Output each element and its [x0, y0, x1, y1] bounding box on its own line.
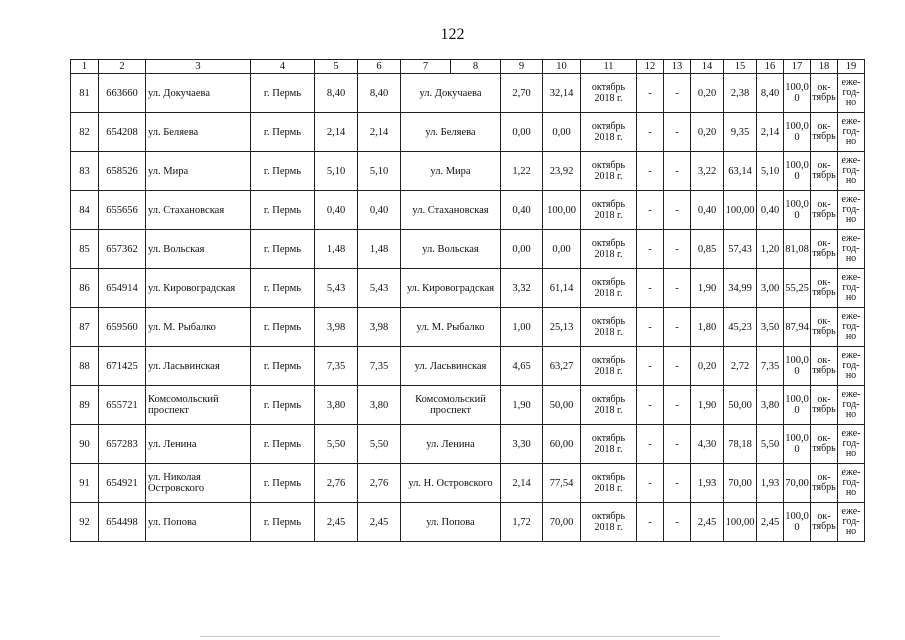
city-cell: г. Пермь [251, 113, 315, 152]
value-cell: 2,14 [358, 113, 401, 152]
dash-cell: - [637, 425, 664, 464]
month-cell: ок- тябрь [811, 386, 838, 425]
value-cell: 2,76 [315, 464, 358, 503]
value-cell: 8,40 [757, 74, 784, 113]
date-cell: октябрь 2018 г. [581, 425, 637, 464]
period-cell: еже- год- но [838, 425, 865, 464]
dash-cell: - [664, 230, 691, 269]
percent-cell: 100,0 0 [784, 113, 811, 152]
value-cell: 0,40 [315, 191, 358, 230]
month-cell: ок- тябрь [811, 464, 838, 503]
value-cell: 2,45 [315, 503, 358, 542]
percent-cell: 100,0 0 [784, 152, 811, 191]
dash-cell: - [664, 113, 691, 152]
scan-edge-line [200, 636, 720, 637]
dash-cell: - [664, 74, 691, 113]
city-cell: г. Пермь [251, 464, 315, 503]
dash-cell: - [637, 74, 664, 113]
value-cell: 5,10 [757, 152, 784, 191]
row-number-cell: 86 [71, 269, 99, 308]
value-cell: 3,80 [358, 386, 401, 425]
table-row [71, 269, 865, 308]
value-cell: 1,93 [691, 464, 724, 503]
city-cell: г. Пермь [251, 503, 315, 542]
street-name-cell: ул. Вольская [401, 230, 501, 269]
period-cell: еже- год- но [838, 464, 865, 503]
date-cell: октябрь 2018 г. [581, 230, 637, 269]
value-cell: 3,00 [757, 269, 784, 308]
code-cell: 655721 [99, 386, 146, 425]
row-number-cell: 88 [71, 347, 99, 386]
value-cell: 0,00 [543, 230, 581, 269]
dash-cell: - [637, 347, 664, 386]
dash-cell: - [637, 464, 664, 503]
header-cell: 12 [637, 60, 664, 74]
value-cell: 77,54 [543, 464, 581, 503]
dash-cell: - [637, 230, 664, 269]
header-cell: 13 [664, 60, 691, 74]
dash-cell: - [637, 503, 664, 542]
month-cell: ок- тябрь [811, 191, 838, 230]
header-cell: 18 [811, 60, 838, 74]
value-cell: 57,43 [724, 230, 757, 269]
row-number-cell: 83 [71, 152, 99, 191]
code-cell: 654208 [99, 113, 146, 152]
street-name-cell: ул. Ласьвинская [401, 347, 501, 386]
header-cell: 3 [146, 60, 251, 74]
percent-cell: 55,25 [784, 269, 811, 308]
value-cell: 2,72 [724, 347, 757, 386]
code-cell: 659560 [99, 308, 146, 347]
value-cell: 3,80 [315, 386, 358, 425]
street-cell: ул. Стахановская [146, 191, 251, 230]
value-cell: 1,00 [501, 308, 543, 347]
value-cell: 3,32 [501, 269, 543, 308]
data-table [70, 59, 865, 542]
header-cell: 6 [358, 60, 401, 74]
percent-cell: 100,0 0 [784, 347, 811, 386]
value-cell: 5,50 [757, 425, 784, 464]
dash-cell: - [637, 386, 664, 425]
city-cell: г. Пермь [251, 191, 315, 230]
street-cell: ул. Николая Островского [146, 464, 251, 503]
header-cell: 14 [691, 60, 724, 74]
header-cell: 11 [581, 60, 637, 74]
value-cell: 61,14 [543, 269, 581, 308]
value-cell: 2,45 [757, 503, 784, 542]
value-cell: 25,13 [543, 308, 581, 347]
street-name-cell: Комсомольский проспект [401, 386, 501, 425]
code-cell: 663660 [99, 74, 146, 113]
value-cell: 2,45 [358, 503, 401, 542]
percent-cell: 81,08 [784, 230, 811, 269]
city-cell: г. Пермь [251, 269, 315, 308]
period-cell: еже- год- но [838, 113, 865, 152]
date-cell: октябрь 2018 г. [581, 308, 637, 347]
date-cell: октябрь 2018 г. [581, 191, 637, 230]
dash-cell: - [664, 308, 691, 347]
period-cell: еже- год- но [838, 74, 865, 113]
percent-cell: 100,0 0 [784, 425, 811, 464]
dash-cell: - [664, 464, 691, 503]
street-cell: ул. Попова [146, 503, 251, 542]
street-name-cell: ул. Стахановская [401, 191, 501, 230]
percent-cell: 100,0 0 [784, 74, 811, 113]
value-cell: 5,43 [358, 269, 401, 308]
row-number-cell: 84 [71, 191, 99, 230]
dash-cell: - [637, 269, 664, 308]
row-number-cell: 89 [71, 386, 99, 425]
value-cell: 1,20 [757, 230, 784, 269]
period-cell: еже- год- но [838, 152, 865, 191]
value-cell: 3,22 [691, 152, 724, 191]
header-row [71, 60, 865, 74]
row-number-cell: 92 [71, 503, 99, 542]
city-cell: г. Пермь [251, 152, 315, 191]
page-number: 122 [440, 26, 465, 43]
row-number-cell: 81 [71, 74, 99, 113]
dash-cell: - [664, 347, 691, 386]
header-cell: 8 [451, 60, 501, 74]
city-cell: г. Пермь [251, 386, 315, 425]
value-cell: 2,14 [315, 113, 358, 152]
value-cell: 0,20 [691, 347, 724, 386]
period-cell: еже- год- но [838, 191, 865, 230]
code-cell: 657362 [99, 230, 146, 269]
street-name-cell: ул. Докучаева [401, 74, 501, 113]
value-cell: 0,40 [501, 191, 543, 230]
value-cell: 7,35 [315, 347, 358, 386]
table-row [71, 425, 865, 464]
dash-cell: - [664, 425, 691, 464]
date-cell: октябрь 2018 г. [581, 503, 637, 542]
street-name-cell: ул. Кировоградская [401, 269, 501, 308]
street-cell: ул. Кировоградская [146, 269, 251, 308]
table-row [71, 113, 865, 152]
value-cell: 0,00 [501, 113, 543, 152]
table-row [71, 386, 865, 425]
street-cell: ул. М. Рыбалко [146, 308, 251, 347]
value-cell: 5,50 [358, 425, 401, 464]
table-row [71, 308, 865, 347]
value-cell: 78,18 [724, 425, 757, 464]
value-cell: 1,48 [315, 230, 358, 269]
value-cell: 1,72 [501, 503, 543, 542]
street-name-cell: ул. М. Рыбалко [401, 308, 501, 347]
date-cell: октябрь 2018 г. [581, 269, 637, 308]
value-cell: 32,14 [543, 74, 581, 113]
value-cell: 1,90 [691, 386, 724, 425]
street-cell: ул. Докучаева [146, 74, 251, 113]
street-name-cell: ул. Н. Островского [401, 464, 501, 503]
value-cell: 45,23 [724, 308, 757, 347]
table-row [71, 464, 865, 503]
date-cell: октябрь 2018 г. [581, 113, 637, 152]
date-cell: октябрь 2018 г. [581, 347, 637, 386]
value-cell: 2,38 [724, 74, 757, 113]
value-cell: 0,20 [691, 113, 724, 152]
month-cell: ок- тябрь [811, 347, 838, 386]
table-row [71, 74, 865, 113]
table-row [71, 152, 865, 191]
date-cell: октябрь 2018 г. [581, 464, 637, 503]
header-cell: 2 [99, 60, 146, 74]
row-number-cell: 90 [71, 425, 99, 464]
street-cell: ул. Ласьвинская [146, 347, 251, 386]
street-cell: ул. Вольская [146, 230, 251, 269]
value-cell: 1,93 [757, 464, 784, 503]
value-cell: 70,00 [543, 503, 581, 542]
period-cell: еже- год- но [838, 386, 865, 425]
value-cell: 100,00 [724, 503, 757, 542]
code-cell: 655656 [99, 191, 146, 230]
value-cell: 8,40 [358, 74, 401, 113]
dash-cell: - [637, 113, 664, 152]
percent-cell: 100,0 0 [784, 503, 811, 542]
value-cell: 2,76 [358, 464, 401, 503]
date-cell: октябрь 2018 г. [581, 74, 637, 113]
value-cell: 9,35 [724, 113, 757, 152]
street-cell: ул. Беляева [146, 113, 251, 152]
value-cell: 50,00 [543, 386, 581, 425]
value-cell: 0,40 [691, 191, 724, 230]
value-cell: 1,22 [501, 152, 543, 191]
value-cell: 0,85 [691, 230, 724, 269]
city-cell: г. Пермь [251, 308, 315, 347]
value-cell: 5,10 [315, 152, 358, 191]
table-row [71, 191, 865, 230]
value-cell: 60,00 [543, 425, 581, 464]
value-cell: 2,45 [691, 503, 724, 542]
value-cell: 2,70 [501, 74, 543, 113]
value-cell: 23,92 [543, 152, 581, 191]
period-cell: еже- год- но [838, 308, 865, 347]
month-cell: ок- тябрь [811, 269, 838, 308]
header-cell: 1 [71, 60, 99, 74]
dash-cell: - [637, 191, 664, 230]
street-name-cell: ул. Мира [401, 152, 501, 191]
street-name-cell: ул. Ленина [401, 425, 501, 464]
header-cell: 15 [724, 60, 757, 74]
value-cell: 5,43 [315, 269, 358, 308]
header-cell: 19 [838, 60, 865, 74]
row-number-cell: 82 [71, 113, 99, 152]
value-cell: 2,14 [501, 464, 543, 503]
code-cell: 654921 [99, 464, 146, 503]
table-row [71, 347, 865, 386]
month-cell: ок- тябрь [811, 230, 838, 269]
city-cell: г. Пермь [251, 230, 315, 269]
date-cell: октябрь 2018 г. [581, 152, 637, 191]
value-cell: 7,35 [757, 347, 784, 386]
period-cell: еже- год- но [838, 230, 865, 269]
header-cell: 10 [543, 60, 581, 74]
value-cell: 0,40 [757, 191, 784, 230]
header-cell: 17 [784, 60, 811, 74]
value-cell: 0,20 [691, 74, 724, 113]
value-cell: 1,80 [691, 308, 724, 347]
percent-cell: 100,0 0 [784, 386, 811, 425]
percent-cell: 100,0 0 [784, 191, 811, 230]
city-cell: г. Пермь [251, 425, 315, 464]
value-cell: 1,90 [501, 386, 543, 425]
street-cell: Комсомольский проспект [146, 386, 251, 425]
dash-cell: - [664, 152, 691, 191]
period-cell: еже- год- но [838, 269, 865, 308]
header-cell: 16 [757, 60, 784, 74]
value-cell: 3,30 [501, 425, 543, 464]
value-cell: 70,00 [724, 464, 757, 503]
percent-cell: 87,94 [784, 308, 811, 347]
value-cell: 63,14 [724, 152, 757, 191]
code-cell: 654498 [99, 503, 146, 542]
value-cell: 50,00 [724, 386, 757, 425]
month-cell: ок- тябрь [811, 113, 838, 152]
value-cell: 8,40 [315, 74, 358, 113]
value-cell: 7,35 [358, 347, 401, 386]
value-cell: 5,50 [315, 425, 358, 464]
value-cell: 100,00 [724, 191, 757, 230]
dash-cell: - [637, 308, 664, 347]
value-cell: 100,00 [543, 191, 581, 230]
period-cell: еже- год- но [838, 347, 865, 386]
code-cell: 671425 [99, 347, 146, 386]
value-cell: 1,48 [358, 230, 401, 269]
code-cell: 658526 [99, 152, 146, 191]
header-cell: 7 [401, 60, 451, 74]
value-cell: 2,14 [757, 113, 784, 152]
table-row [71, 503, 865, 542]
header-cell: 4 [251, 60, 315, 74]
code-cell: 654914 [99, 269, 146, 308]
dash-cell: - [664, 191, 691, 230]
row-number-cell: 85 [71, 230, 99, 269]
value-cell: 34,99 [724, 269, 757, 308]
street-cell: ул. Ленина [146, 425, 251, 464]
month-cell: ок- тябрь [811, 152, 838, 191]
month-cell: ок- тябрь [811, 425, 838, 464]
dash-cell: - [664, 269, 691, 308]
street-name-cell: ул. Беляева [401, 113, 501, 152]
month-cell: ок- тябрь [811, 308, 838, 347]
table-row [71, 230, 865, 269]
street-cell: ул. Мира [146, 152, 251, 191]
value-cell: 3,80 [757, 386, 784, 425]
period-cell: еже- год- но [838, 503, 865, 542]
value-cell: 0,00 [501, 230, 543, 269]
value-cell: 5,10 [358, 152, 401, 191]
header-cell: 9 [501, 60, 543, 74]
value-cell: 4,65 [501, 347, 543, 386]
value-cell: 3,50 [757, 308, 784, 347]
date-cell: октябрь 2018 г. [581, 386, 637, 425]
value-cell: 0,40 [358, 191, 401, 230]
code-cell: 657283 [99, 425, 146, 464]
month-cell: ок- тябрь [811, 503, 838, 542]
city-cell: г. Пермь [251, 347, 315, 386]
dash-cell: - [664, 386, 691, 425]
month-cell: ок- тябрь [811, 74, 838, 113]
value-cell: 0,00 [543, 113, 581, 152]
value-cell: 3,98 [315, 308, 358, 347]
value-cell: 3,98 [358, 308, 401, 347]
value-cell: 63,27 [543, 347, 581, 386]
city-cell: г. Пермь [251, 74, 315, 113]
dash-cell: - [664, 503, 691, 542]
street-name-cell: ул. Попова [401, 503, 501, 542]
row-number-cell: 91 [71, 464, 99, 503]
row-number-cell: 87 [71, 308, 99, 347]
value-cell: 1,90 [691, 269, 724, 308]
percent-cell: 70,00 [784, 464, 811, 503]
value-cell: 4,30 [691, 425, 724, 464]
dash-cell: - [637, 152, 664, 191]
header-cell: 5 [315, 60, 358, 74]
